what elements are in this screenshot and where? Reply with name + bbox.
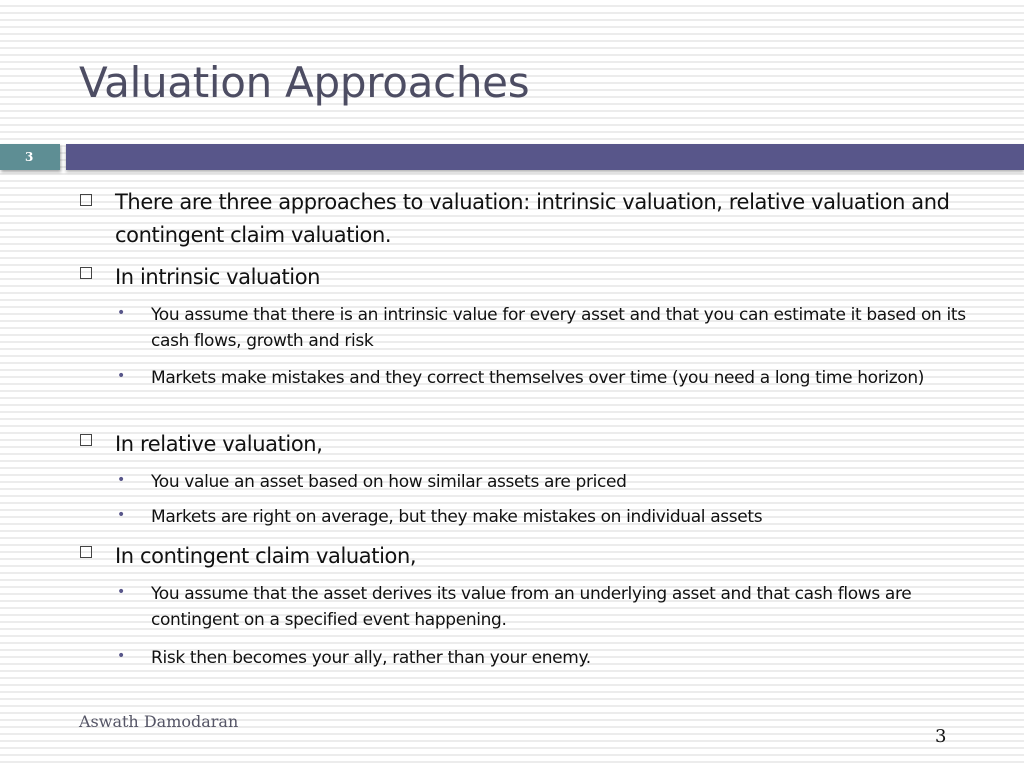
dot-bullet-icon: • [117,368,126,384]
square-bullet-icon [80,546,92,558]
footer-author: Aswath Damodaran [79,712,239,731]
dot-bullet-icon: • [117,472,126,488]
bullet-item: In relative valuation, [115,432,323,456]
bullet-item: There are three approaches to valuation: intrinsic valuation, relative valuation and contingent claim valuation. [115,190,950,247]
slide-number-tab: 3 [0,144,60,170]
dot-bullet-icon: • [117,584,126,600]
bullet-item: In contingent claim valuation, [115,544,417,568]
bullet-item: In intrinsic valuation [115,265,321,289]
sub-bullet-item: Markets make mistakes and they correct themselves over time (you need a long time horizon) [151,368,925,388]
sub-bullet-item: You value an asset based on how similar assets are priced [151,472,627,492]
dot-bullet-icon: • [117,648,126,664]
sub-bullet-item: You assume that there is an intrinsic value for every asset and that you can estimate it based on its cash flows, growth and risk [151,305,966,351]
square-bullet-icon [80,267,92,279]
sub-bullet-item: Markets are right on average, but they make mistakes on individual assets [151,507,763,527]
sub-bullet-item: Risk then becomes your ally, rather than your enemy. [151,648,591,668]
page-number: 3 [935,726,947,747]
square-bullet-icon [80,434,92,446]
sub-bullet-item: You assume that the asset derives its value from an underlying asset and that cash flows are contingent on a specified event happening. [151,584,912,630]
square-bullet-icon [80,194,92,206]
dot-bullet-icon: • [117,507,126,523]
dot-bullet-icon: • [117,305,126,321]
slide-title: Valuation Approaches [79,58,530,107]
